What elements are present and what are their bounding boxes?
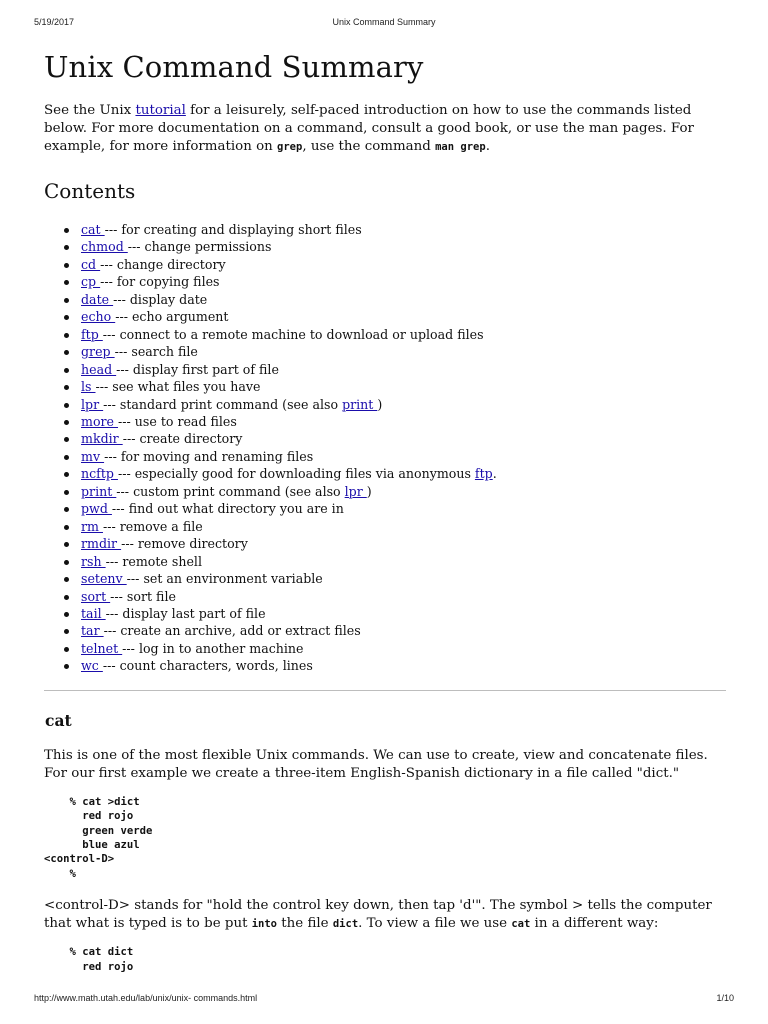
bullet-icon: [64, 228, 69, 233]
toc-description: --- for moving and renaming files: [104, 448, 314, 464]
print-header: [0, 17, 768, 31]
toc-description: --- especially good for downloading files via anonymous: [117, 466, 475, 482]
tutorial-link[interactable]: tutorial: [135, 103, 186, 118]
bullet-icon: [64, 612, 69, 617]
intro-text-2: for a leisurely, self-paced introduction on how to use the commands listed below. For more documentation on a command, consult a good book, or use the man pages. For example, for more information on: [44, 103, 694, 154]
bullet-icon: [64, 298, 69, 303]
toc-link[interactable]: ls: [81, 379, 96, 395]
code-grep: grep: [277, 141, 303, 153]
p2-text-1: <control-D> stands for "hold the control key down, then tap 'd'". The symbol > tells the computer that what is typed is to be put: [44, 898, 712, 932]
toc-link[interactable]: tar: [81, 623, 104, 639]
toc-description: --- remote shell: [105, 553, 202, 569]
print-footer: [0, 993, 768, 1007]
cat-code-example-1: % cat >dict red rojo green verde blue azul <control-D> %: [44, 795, 153, 880]
bullet-icon: [64, 577, 69, 582]
toc-item: [81, 570, 730, 587]
toc-link[interactable]: rmdir: [81, 536, 122, 552]
toc-see-also-link[interactable]: print: [342, 396, 378, 412]
toc-description: --- use to read files: [118, 413, 237, 429]
toc-description: --- create an archive, add or extract files: [103, 623, 361, 639]
toc-description: --- count characters, words, lines: [102, 658, 313, 674]
toc-link[interactable]: cp: [81, 274, 101, 290]
bullet-icon: [64, 647, 69, 652]
bullet-icon: [64, 472, 69, 477]
toc-item: [81, 413, 730, 430]
toc-item: [81, 256, 730, 273]
toc-item: [81, 535, 730, 552]
cat-paragraph-2: [44, 897, 728, 933]
toc-description: --- standard print command (see also: [103, 396, 343, 412]
bullet-icon: [64, 664, 69, 669]
print-title: Unix Command Summary: [332, 17, 436, 27]
toc-description: --- change directory: [100, 256, 226, 272]
toc-description: --- find out what directory you are in: [111, 501, 344, 517]
toc-see-also-link[interactable]: lpr: [344, 483, 367, 499]
toc-description: --- custom print command (see also: [116, 483, 345, 499]
toc-trailing-text: .: [492, 466, 497, 482]
toc-item: [81, 500, 730, 517]
intro-text-4: .: [485, 139, 490, 154]
toc-description: --- see what files you have: [95, 379, 261, 395]
toc-description: --- remove a file: [102, 518, 203, 534]
toc-item: [81, 308, 730, 325]
toc-see-also-link[interactable]: ftp: [474, 466, 493, 482]
intro-paragraph: [44, 102, 728, 156]
toc-link[interactable]: mv: [81, 448, 105, 464]
toc-link[interactable]: pwd: [81, 501, 112, 517]
toc-description: --- log in to another machine: [122, 640, 304, 656]
toc-item: [81, 396, 730, 413]
p2-text-3: . To view a file we use: [358, 916, 512, 932]
intro-text-3: , use the command: [302, 139, 436, 154]
toc-description: --- display date: [113, 291, 208, 307]
bullet-icon: [64, 280, 69, 285]
bullet-icon: [64, 385, 69, 390]
bullet-icon: [64, 455, 69, 460]
toc-item: [81, 622, 730, 639]
toc-item: [81, 448, 730, 465]
bullet-icon: [64, 560, 69, 565]
page-title: Unix Command Summary: [44, 50, 424, 84]
toc-link[interactable]: echo: [81, 309, 116, 325]
toc-link[interactable]: telnet: [81, 640, 123, 656]
print-date: 5/19/2017: [34, 17, 75, 27]
cat-code-example-2: % cat dict red rojo: [69, 946, 134, 973]
toc-item: [81, 640, 730, 657]
bullet-icon: [64, 437, 69, 442]
code-dict: dict: [332, 918, 359, 931]
toc-item: [81, 343, 730, 360]
toc-description: --- display last part of file: [105, 605, 266, 621]
toc-link[interactable]: wc: [81, 658, 103, 674]
bullet-icon: [64, 350, 69, 355]
toc-description: --- display first part of file: [116, 361, 279, 377]
toc-item: [81, 588, 730, 605]
toc-item: [81, 605, 730, 622]
toc-item: [81, 430, 730, 447]
code-cat: cat: [511, 918, 531, 931]
toc-link[interactable]: mkdir: [81, 431, 123, 447]
toc-description: --- for creating and displaying short files: [104, 222, 362, 237]
toc-description: --- echo argument: [115, 309, 229, 325]
toc-trailing-text: ): [377, 396, 383, 412]
contents-heading: Contents: [44, 179, 136, 203]
toc-link[interactable]: ncftp: [81, 466, 118, 482]
toc-description: --- change permissions: [127, 239, 272, 255]
toc-item: [81, 291, 730, 308]
print-url: http://www.math.utah.edu/lab/unix/unix- commands.html: [34, 993, 258, 1003]
toc-link[interactable]: rsh: [81, 553, 106, 569]
toc-link[interactable]: sort: [81, 588, 111, 604]
toc-link[interactable]: lpr: [81, 396, 104, 412]
toc-link[interactable]: cat: [81, 222, 105, 237]
toc-link[interactable]: grep: [81, 344, 115, 360]
bullet-icon: [64, 542, 69, 547]
toc-item: [81, 326, 730, 343]
toc-item: [81, 518, 730, 535]
toc-link[interactable]: more: [81, 413, 119, 429]
toc-description: --- sort file: [110, 588, 176, 604]
toc-trailing-text: ): [366, 483, 372, 499]
toc-link[interactable]: date: [81, 291, 114, 307]
contents-list: [44, 221, 730, 675]
toc-description: --- remove directory: [121, 536, 248, 552]
cat-heading: cat: [45, 710, 72, 730]
intro-text-1: See the Unix: [44, 103, 136, 118]
toc-item: [81, 553, 730, 570]
toc-description: --- connect to a remote machine to download or upload files: [102, 326, 484, 342]
toc-item: [81, 273, 730, 290]
toc-item: [81, 238, 730, 255]
cat-paragraph-1: This is one of the most flexible Unix commands. We can use to create, view and concatenate files. For our first example we create a three-item English-Spanish dictionary in a file called "dict.": [44, 747, 708, 781]
toc-link[interactable]: chmod: [81, 239, 128, 255]
toc-item: [81, 221, 730, 238]
toc-item: [81, 483, 730, 500]
toc-link[interactable]: print: [81, 483, 117, 499]
toc-link[interactable]: setenv: [81, 571, 127, 587]
bullet-icon: [64, 507, 69, 512]
code-into: into: [251, 918, 278, 931]
toc-description: --- set an environment variable: [126, 571, 323, 587]
toc-link[interactable]: head: [81, 361, 117, 377]
section-divider: [44, 690, 726, 691]
bullet-icon: [64, 420, 69, 425]
toc-item: [81, 465, 730, 482]
bullet-icon: [64, 368, 69, 373]
document-body: [44, 40, 730, 974]
code-man-grep: man grep: [435, 141, 486, 153]
p2-text-2: the file: [277, 916, 333, 932]
bullet-icon: [64, 263, 69, 268]
bullet-icon: [64, 403, 69, 408]
toc-link[interactable]: ftp: [81, 326, 103, 342]
toc-link[interactable]: rm: [81, 518, 103, 534]
toc-description: --- create directory: [122, 431, 243, 447]
toc-link[interactable]: tail: [81, 605, 106, 621]
toc-item: [81, 657, 730, 674]
toc-description: --- search file: [114, 344, 198, 360]
toc-item: [81, 361, 730, 378]
bullet-icon: [64, 629, 69, 634]
bullet-icon: [64, 525, 69, 530]
p2-text-4: in a different way:: [530, 916, 659, 932]
bullet-icon: [64, 333, 69, 338]
page-number: 1/10: [716, 993, 734, 1003]
toc-link[interactable]: cd: [81, 256, 101, 272]
bullet-icon: [64, 490, 69, 495]
toc-item: [81, 378, 730, 395]
bullet-icon: [64, 595, 69, 600]
bullet-icon: [64, 245, 69, 250]
bullet-icon: [64, 315, 69, 320]
toc-description: --- for copying files: [100, 274, 220, 290]
